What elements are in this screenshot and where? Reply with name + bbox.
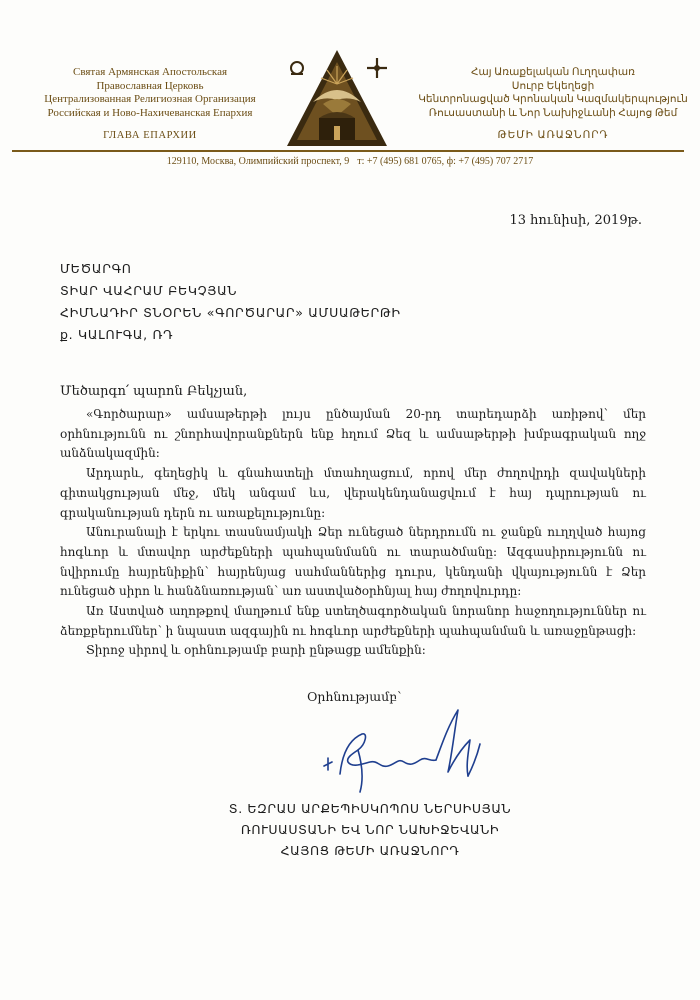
letterhead-left-line: Российская и Ново-Нахичеванская Епархия: [47, 106, 253, 119]
letterhead-right-line: Կենտրոնացված Կրոնական Կազմակերպություն: [418, 94, 688, 106]
church-emblem-icon: [283, 44, 391, 152]
recipient-line: ք. ԿԱԼՈՒԳԱ, ՌԴ: [60, 327, 174, 342]
letterhead-phone: т: +7 (495) 681 0765, ф: +7 (495) 707 2717: [357, 156, 534, 167]
letterhead-right: [418, 66, 688, 143]
letterhead-left-line: Православная Церковь: [96, 79, 204, 92]
letterhead-left-title: ГЛАВА ЕПАРХИИ: [103, 130, 197, 142]
recipient-line: ՀԻՄՆԱԴԻՐ ՏՆՕՐԵՆ «ԳՈՐԾԱՐԱՐ» ԱՄՍԱԹԵՐԹԻ: [60, 305, 401, 320]
handwritten-signature-icon: [318, 704, 488, 800]
letterhead-right-title: ԹԵՄԻ ԱՌԱՋՆՈՐԴ: [497, 130, 609, 142]
body-paragraph: Տիրոջ սիրով և օրհնությամբ բարի ընթացք ամենքին:: [86, 643, 426, 658]
letterhead-left: [30, 66, 270, 143]
letterhead-right-line: Սուրբ Եկեղեցի: [511, 80, 595, 92]
letterhead-contact: [90, 156, 610, 167]
recipient-block: [60, 258, 620, 346]
letterhead-address: 129110, Москва, Олимпийский проспект, 9: [166, 156, 350, 167]
signer-line: ՌՈՒՍԱՍՏԱՆԻ ԵՎ ՆՈՐ ՆԱԽԻՋԵՎԱՆԻ: [240, 822, 500, 837]
letterhead-right-line: Հայ Առաքելական Ուղղափառ: [471, 67, 635, 78]
recipient-line: ՄԵԾԱՐԳՈ: [60, 261, 132, 276]
letterhead-left-line: Святая Армянская Апостольская: [72, 66, 228, 78]
body-paragraph: Առ Աստված աղոթքով մաղթում ենք ստեղծագործական նորանոր հաջողություններ ու ձեռքբերումներ՝ ի նպաստ ազգային ու հոգևոր արժեքների պահպանման և առաջընթացի:: [60, 604, 646, 638]
signer-block: [180, 798, 560, 861]
signer-line: ՀԱՅՈՑ ԹԵՄԻ ԱՌԱՋՆՈՐԴ: [280, 843, 460, 858]
salutation: Մեծարգո՛ պարոն Բեկչյան,: [60, 384, 248, 399]
body-paragraph: Անուրանալի է երկու տասնամյակի Ձեր ունեցած ներդրումն ու ջանքն ուղղված հայոց հոգևոր և մտավոր արժեքների պահպանմանն ու տարածմանը: Ազգասիրությունն ու նվիրումը հայրենիքին՝ հայրենյաց սահմաններից դուրս, կենդանի վկայությունն է Ձեր ունեցած սիրո և հանձնառության՝ առ աստվածօրհնյալ հայ ժողովուրդը:: [60, 525, 646, 599]
closing-text: Օրհնությամբ՝: [307, 689, 402, 704]
body-paragraph: Արդարև, գեղեցիկ և գնահատելի մտահղացում, որով մեր ժողովրդի զավակների գիտակցության մեջ, մեկ անգամ ևս, վերակենդանացվում է հայ դպրության ու գրականության դերն ու առաքելությունը:: [60, 466, 646, 520]
body-paragraph: «Գործարար» ամսաթերթի լույս ընծայման 20-րդ տարեդարձի առիթով՝ մեր օրհնությունն ու շնորհավորանքներն ենք հղում Ձեզ և ամսաթերթի խմբագրական ողջ անձնակազմին:: [60, 407, 646, 461]
letterhead-left-line: Централизованная Религиозная Организация: [44, 93, 256, 106]
letter-date: 13 հունիսի, 2019թ.: [509, 213, 642, 228]
letterhead-divider: [12, 150, 684, 152]
letterhead-right-line: Ռուսաստանի և Նոր Նախիջևանի Հայոց Թեմ: [428, 107, 678, 119]
signer-line: Տ. ԵԶՐԱՍ ԱՐՔԵՊԻՍԿՈՊՈՍ ՆԵՐՍԻՍՅԱՆ: [228, 801, 512, 816]
recipient-line: ՏԻԱՐ ՎԱՀՐԱՄ ԲԵԿՉՅԱՆ: [60, 283, 238, 298]
letter-body: [60, 405, 646, 661]
